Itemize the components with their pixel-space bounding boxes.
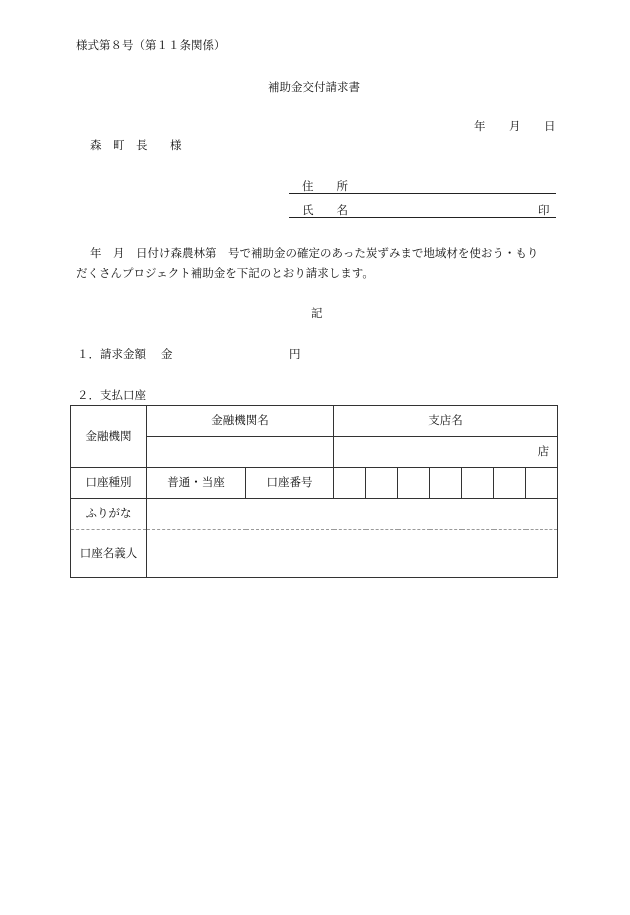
addressee-name: 森 町 長: [90, 138, 148, 152]
account-type-value: 普通・当座: [167, 475, 225, 490]
date-year-label: 年: [474, 119, 486, 133]
seal-mark: 印: [538, 203, 550, 217]
document-title: 補助金交付請求書: [268, 80, 360, 94]
account-digit-cell[interactable]: [494, 468, 526, 499]
account-digit-cell[interactable]: [398, 468, 430, 499]
bank-account-table: [70, 405, 558, 578]
account-digit-cell[interactable]: [334, 468, 366, 499]
item-amount-label: １．請求金額: [77, 347, 146, 361]
holder-label: 口座名義人: [79, 545, 138, 560]
account-digit-cell[interactable]: [366, 468, 398, 499]
account-digit-cell[interactable]: [430, 468, 462, 499]
item-amount-prefix: 金: [161, 347, 173, 361]
form-number: 様式第８号（第１１条関係）: [76, 38, 226, 52]
address-line: [289, 193, 556, 194]
date-month-label: 月: [509, 119, 521, 133]
branch-header: 支店名: [428, 413, 463, 428]
holder-name-field[interactable]: [147, 530, 558, 578]
account-digit-cell[interactable]: [526, 468, 558, 499]
ki-heading: 記: [311, 306, 323, 320]
institution-label: 金融機関: [85, 428, 132, 443]
account-digit-cell[interactable]: [462, 468, 494, 499]
account-type-label-cell: [71, 468, 147, 499]
institution-name-field[interactable]: [147, 437, 334, 468]
body-line-2: だくさんプロジェクト補助金を下記のとおり請求します。: [76, 266, 374, 280]
account-type-field[interactable]: [147, 468, 246, 499]
body-line-1: 年 月 日付け森農林第 号で補助金の確定のあった炭ずみまで地域材を使おう・もり: [90, 246, 539, 260]
branch-suffix: 店: [537, 444, 550, 459]
institution-name-header-cell: [147, 406, 334, 437]
institution-name-header: 金融機関名: [211, 413, 269, 428]
branch-header-cell: [334, 406, 558, 437]
item-amount-unit: 円: [289, 347, 301, 361]
addressee-honorific: 様: [170, 138, 182, 152]
furigana-field[interactable]: [147, 499, 558, 530]
name-label: 氏 名: [302, 203, 348, 217]
holder-label-cell: [71, 530, 147, 578]
branch-name-field[interactable]: [334, 437, 558, 468]
name-line: [289, 217, 556, 218]
account-number-label: 口座番号: [266, 475, 313, 490]
furigana-label: ふりがな: [85, 506, 132, 521]
institution-label-cell: [71, 406, 147, 468]
account-type-label: 口座種別: [85, 475, 132, 490]
address-label: 住 所: [302, 179, 348, 193]
date-day-label: 日: [544, 119, 556, 133]
account-number-label-cell: [246, 468, 334, 499]
item-account-label: ２．支払口座: [77, 388, 146, 402]
furigana-label-cell: [71, 499, 147, 530]
